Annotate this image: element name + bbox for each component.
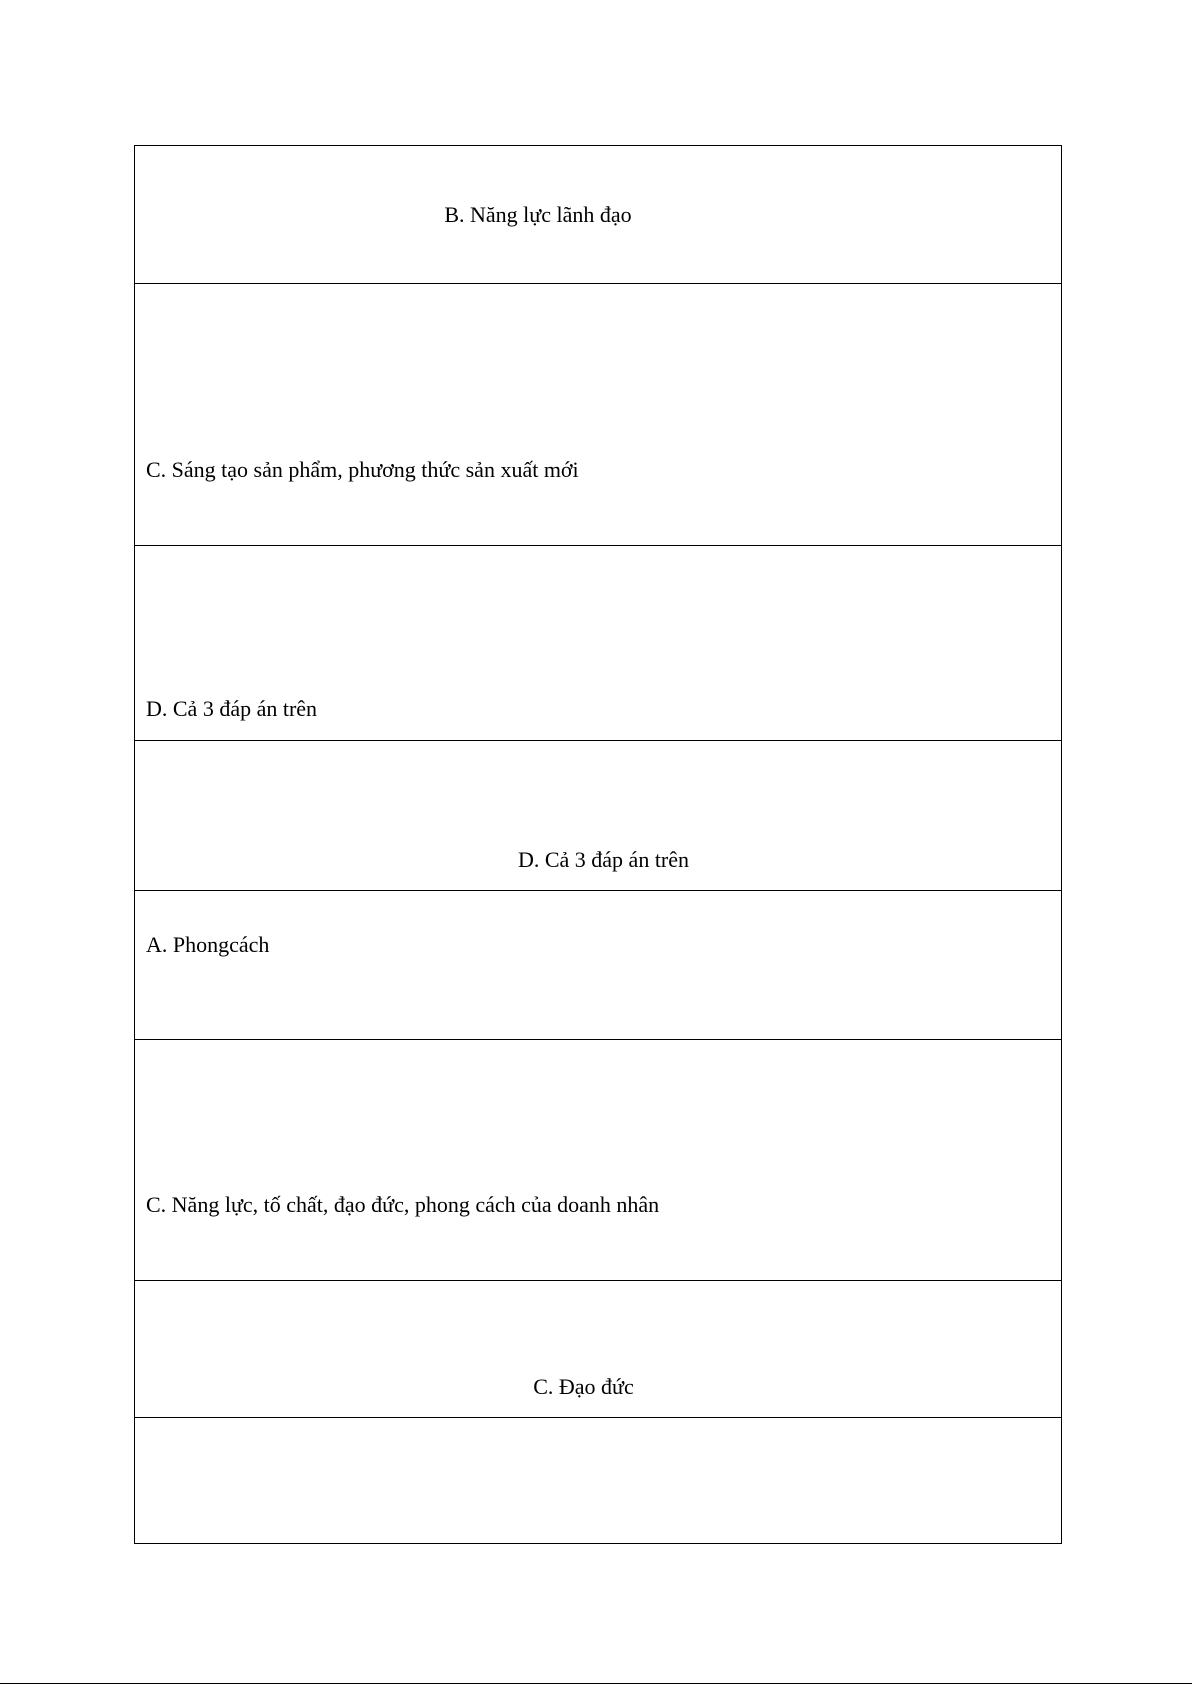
page-bottom-rule [0,1683,1192,1684]
answer-cell: A. Phongcách [135,891,1062,1040]
answer-cell: C. Năng lực, tố chất, đạo đức, phong cách của doanh nhân [135,1040,1062,1281]
table-row [135,546,1062,741]
answer-cell-empty [135,1418,1062,1544]
answer-cell: B. Năng lực lãnh đạo [135,146,1062,284]
answer-cell: D. Cả 3 đáp án trên [135,741,1062,891]
table-row [135,1040,1062,1281]
table-row [135,891,1062,1040]
answer-cell: C. Sáng tạo sản phẩm, phương thức sản xuất mới [135,284,1062,546]
answer-cell: C. Đạo đức [135,1281,1062,1418]
table-row [135,1418,1062,1544]
answer-cell: D. Cả 3 đáp án trên [135,546,1062,741]
answer-table [134,145,1062,1544]
table-row [135,741,1062,891]
table-row [135,146,1062,284]
table-row [135,284,1062,546]
table-row [135,1281,1062,1418]
